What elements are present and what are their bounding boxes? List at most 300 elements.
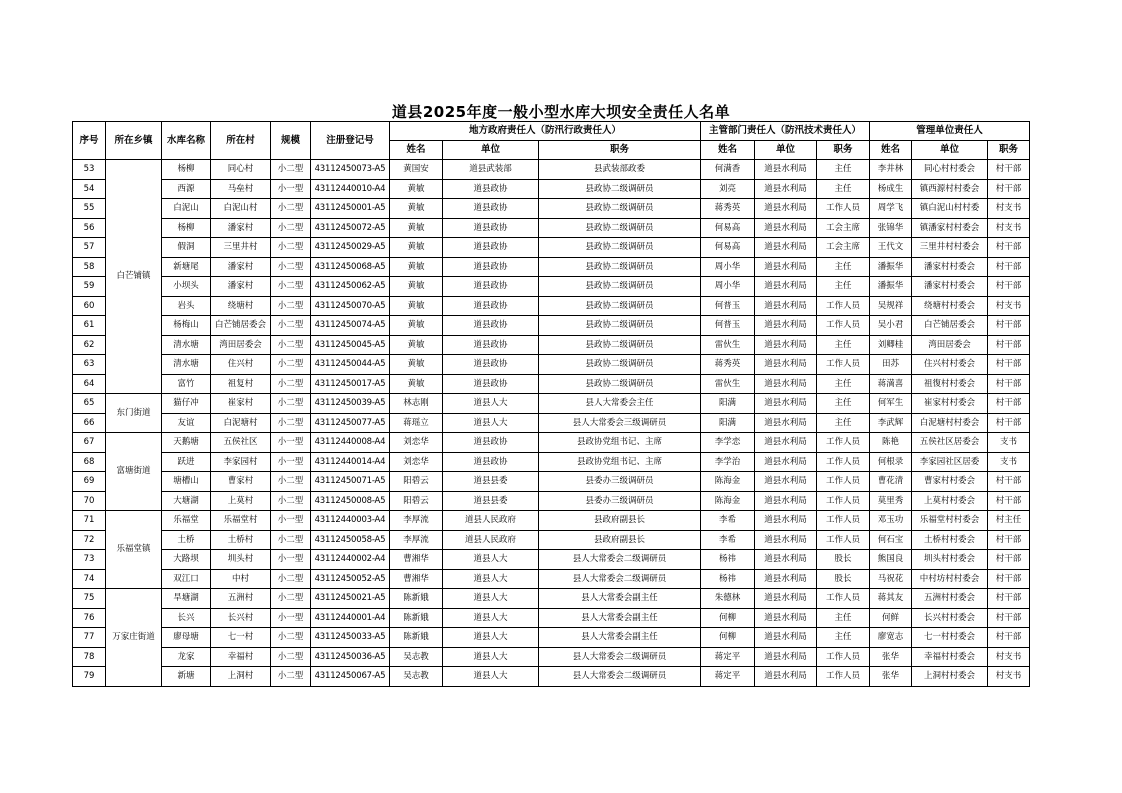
table-body <box>73 160 1030 687</box>
header-gov-group: 地方政府责任人（防汛行政责任人） <box>390 122 701 141</box>
cell-village: 乐福堂村 <box>211 511 271 531</box>
cell-village: 李家园村 <box>211 452 271 472</box>
cell-scale: 小二型 <box>271 491 311 511</box>
cell-dept-unit: 道县水利局 <box>755 238 817 258</box>
cell-mgmt-position: 村干部 <box>988 589 1030 609</box>
cell-mgmt-position: 村干部 <box>988 394 1030 414</box>
cell-mgmt-unit: 土桥村村委会 <box>912 530 988 550</box>
cell-reg-no: 43112450071-A5 <box>311 472 390 492</box>
cell-reg-no: 43112440002-A4 <box>311 550 390 570</box>
cell-mgmt-name: 蒋満喜 <box>870 374 912 394</box>
cell-scale: 小二型 <box>271 335 311 355</box>
cell-dept-unit: 道县水利局 <box>755 647 817 667</box>
cell-dept-name: 周小华 <box>701 257 755 277</box>
cell-gov-name: 吴志教 <box>390 667 443 687</box>
cell-gov-name: 曹湘华 <box>390 550 443 570</box>
cell-dept-unit: 道县水利局 <box>755 550 817 570</box>
cell-reservoir: 天鹅塘 <box>162 433 211 453</box>
cell-mgmt-unit: 中村坊村村委会 <box>912 569 988 589</box>
cell-mgmt-name: 刘卿桂 <box>870 335 912 355</box>
cell-reservoir: 杨柳 <box>162 160 211 180</box>
cell-gov-name: 黄敏 <box>390 335 443 355</box>
cell-town: 东门街道 <box>106 394 162 433</box>
cell-mgmt-name: 潘振华 <box>870 277 912 297</box>
cell-dept-name: 何柳 <box>701 608 755 628</box>
cell-dept-unit: 道县水利局 <box>755 394 817 414</box>
cell-scale: 小二型 <box>271 413 311 433</box>
cell-mgmt-name: 陈艳 <box>870 433 912 453</box>
cell-gov-position: 县委办三级调研员 <box>539 472 701 492</box>
cell-mgmt-unit: 绕塘村村委会 <box>912 296 988 316</box>
cell-reservoir: 土桥 <box>162 530 211 550</box>
cell-dept-unit: 道县水利局 <box>755 316 817 336</box>
header-gov-position: 职务 <box>539 141 701 160</box>
cell-reg-no: 43112440008-A4 <box>311 433 390 453</box>
cell-gov-unit: 道县人大 <box>443 667 539 687</box>
cell-dept-unit: 道县水利局 <box>755 199 817 219</box>
cell-gov-unit: 道县人大 <box>443 550 539 570</box>
header-mgmt-unit: 单位 <box>912 141 988 160</box>
cell-dept-unit: 道县水利局 <box>755 296 817 316</box>
cell-village: 上莫村 <box>211 491 271 511</box>
cell-mgmt-position: 村干部 <box>988 472 1030 492</box>
cell-gov-name: 黄敏 <box>390 238 443 258</box>
cell-seq: 66 <box>73 413 106 433</box>
cell-mgmt-name: 莫里秀 <box>870 491 912 511</box>
cell-reg-no: 43112450033-A5 <box>311 628 390 648</box>
cell-gov-position: 县政协党组书记、主席 <box>539 433 701 453</box>
cell-town: 富塘街道 <box>106 433 162 511</box>
cell-seq: 65 <box>73 394 106 414</box>
cell-reservoir: 大塘湖 <box>162 491 211 511</box>
table-row <box>73 589 1030 609</box>
cell-gov-position: 县政协二级调研员 <box>539 335 701 355</box>
cell-mgmt-position: 村干部 <box>988 413 1030 433</box>
cell-village: 潘家村 <box>211 277 271 297</box>
cell-mgmt-unit: 五侯社区居委会 <box>912 433 988 453</box>
cell-gov-unit: 道县人大 <box>443 647 539 667</box>
cell-seq: 75 <box>73 589 106 609</box>
cell-mgmt-name: 何鲜 <box>870 608 912 628</box>
cell-scale: 小一型 <box>271 511 311 531</box>
cell-dept-position: 主任 <box>817 608 870 628</box>
cell-village: 土桥村 <box>211 530 271 550</box>
cell-gov-position: 县人大常委会二级调研员 <box>539 569 701 589</box>
cell-mgmt-unit: 曹家村村委会 <box>912 472 988 492</box>
cell-village: 白泥塘村 <box>211 413 271 433</box>
cell-mgmt-position: 村干部 <box>988 335 1030 355</box>
cell-dept-name: 杨祎 <box>701 569 755 589</box>
cell-gov-position: 县人大常委会主任 <box>539 394 701 414</box>
cell-reg-no: 43112450036-A5 <box>311 647 390 667</box>
cell-gov-unit: 道县县委 <box>443 491 539 511</box>
header-gov-name: 姓名 <box>390 141 443 160</box>
cell-village: 湾田居委会 <box>211 335 271 355</box>
cell-dept-position: 工作人员 <box>817 491 870 511</box>
cell-mgmt-unit: 三里井村村委会 <box>912 238 988 258</box>
cell-scale: 小二型 <box>271 589 311 609</box>
cell-gov-unit: 道县政协 <box>443 277 539 297</box>
cell-reg-no: 43112450017-A5 <box>311 374 390 394</box>
cell-gov-name: 陈新娥 <box>390 608 443 628</box>
cell-mgmt-name: 王代文 <box>870 238 912 258</box>
cell-reg-no: 43112450062-A5 <box>311 277 390 297</box>
cell-reservoir: 猫仔冲 <box>162 394 211 414</box>
cell-dept-name: 蒋秀英 <box>701 199 755 219</box>
cell-mgmt-position: 村主任 <box>988 511 1030 531</box>
cell-dept-unit: 道县水利局 <box>755 413 817 433</box>
cell-scale: 小二型 <box>271 257 311 277</box>
table-row <box>73 374 1030 394</box>
cell-dept-unit: 道县水利局 <box>755 491 817 511</box>
cell-mgmt-name: 杨成生 <box>870 179 912 199</box>
cell-dept-unit: 道县水利局 <box>755 257 817 277</box>
cell-mgmt-unit: 上莫村村委会 <box>912 491 988 511</box>
cell-gov-position: 县政府副县长 <box>539 511 701 531</box>
cell-dept-position: 工会主席 <box>817 218 870 238</box>
cell-gov-name: 黄国安 <box>390 160 443 180</box>
cell-mgmt-name: 何军生 <box>870 394 912 414</box>
cell-dept-unit: 道县水利局 <box>755 511 817 531</box>
cell-dept-position: 主任 <box>817 374 870 394</box>
cell-reg-no: 43112450072-A5 <box>311 218 390 238</box>
cell-seq: 57 <box>73 238 106 258</box>
table-row <box>73 316 1030 336</box>
cell-reservoir: 西源 <box>162 179 211 199</box>
cell-mgmt-unit: 潘家村村委会 <box>912 277 988 297</box>
cell-seq: 74 <box>73 569 106 589</box>
cell-dept-name: 阳满 <box>701 413 755 433</box>
cell-gov-position: 县政协二级调研员 <box>539 199 701 219</box>
cell-village: 上洞村 <box>211 667 271 687</box>
header-dept-unit: 单位 <box>755 141 817 160</box>
cell-seq: 53 <box>73 160 106 180</box>
cell-gov-position: 县政协二级调研员 <box>539 374 701 394</box>
cell-gov-unit: 道县政协 <box>443 452 539 472</box>
cell-dept-position: 工作人员 <box>817 199 870 219</box>
cell-village: 七一村 <box>211 628 271 648</box>
cell-mgmt-position: 村干部 <box>988 374 1030 394</box>
cell-dept-name: 刘亮 <box>701 179 755 199</box>
cell-reg-no: 43112450070-A5 <box>311 296 390 316</box>
cell-reservoir: 长兴 <box>162 608 211 628</box>
cell-gov-unit: 道县人大 <box>443 413 539 433</box>
cell-mgmt-name: 李井林 <box>870 160 912 180</box>
cell-gov-name: 黄敏 <box>390 218 443 238</box>
cell-dept-position: 主任 <box>817 413 870 433</box>
cell-dept-name: 何柳 <box>701 628 755 648</box>
cell-gov-name: 刘恋华 <box>390 433 443 453</box>
cell-scale: 小二型 <box>271 569 311 589</box>
cell-dept-name: 陈海金 <box>701 472 755 492</box>
cell-reservoir: 假洞 <box>162 238 211 258</box>
header-mgmt-group: 管理单位责任人 <box>870 122 1030 141</box>
cell-gov-unit: 道县政协 <box>443 335 539 355</box>
cell-scale: 小二型 <box>271 296 311 316</box>
cell-gov-position: 县政协二级调研员 <box>539 179 701 199</box>
cell-mgmt-name: 何根录 <box>870 452 912 472</box>
cell-gov-position: 县委办三级调研员 <box>539 491 701 511</box>
cell-gov-unit: 道县政协 <box>443 433 539 453</box>
cell-seq: 73 <box>73 550 106 570</box>
cell-village: 同心村 <box>211 160 271 180</box>
cell-dept-unit: 道县水利局 <box>755 433 817 453</box>
cell-gov-unit: 道县人大 <box>443 589 539 609</box>
cell-gov-position: 县政协二级调研员 <box>539 238 701 258</box>
table-row <box>73 452 1030 472</box>
cell-scale: 小一型 <box>271 608 311 628</box>
cell-reg-no: 43112440003-A4 <box>311 511 390 531</box>
cell-dept-position: 主任 <box>817 628 870 648</box>
cell-scale: 小一型 <box>271 433 311 453</box>
cell-dept-position: 工作人员 <box>817 472 870 492</box>
cell-scale: 小一型 <box>271 550 311 570</box>
cell-reg-no: 43112450029-A5 <box>311 238 390 258</box>
cell-gov-unit: 道县人大 <box>443 394 539 414</box>
cell-reg-no: 43112450073-A5 <box>311 160 390 180</box>
cell-reservoir: 大路坝 <box>162 550 211 570</box>
cell-dept-unit: 道县水利局 <box>755 472 817 492</box>
cell-gov-unit: 道县政协 <box>443 218 539 238</box>
cell-dept-name: 朱德林 <box>701 589 755 609</box>
cell-dept-name: 何普玉 <box>701 316 755 336</box>
cell-mgmt-unit: 长兴村村委会 <box>912 608 988 628</box>
cell-mgmt-name: 吴规祥 <box>870 296 912 316</box>
cell-dept-name: 雷伙生 <box>701 335 755 355</box>
cell-seq: 62 <box>73 335 106 355</box>
cell-gov-position: 县人大常委会三级调研员 <box>539 413 701 433</box>
cell-dept-name: 杨祎 <box>701 550 755 570</box>
cell-dept-name: 蒋秀英 <box>701 355 755 375</box>
cell-reg-no: 43112450052-A5 <box>311 569 390 589</box>
cell-mgmt-name: 何石宝 <box>870 530 912 550</box>
cell-mgmt-name: 张华 <box>870 647 912 667</box>
cell-mgmt-position: 村干部 <box>988 569 1030 589</box>
cell-reg-no: 43112450067-A5 <box>311 667 390 687</box>
cell-mgmt-unit: 同心村村委会 <box>912 160 988 180</box>
cell-mgmt-name: 周学飞 <box>870 199 912 219</box>
cell-dept-position: 工作人员 <box>817 355 870 375</box>
cell-village: 圳头村 <box>211 550 271 570</box>
cell-gov-position: 县政协党组书记、主席 <box>539 452 701 472</box>
cell-gov-name: 曹湘华 <box>390 569 443 589</box>
cell-scale: 小二型 <box>271 218 311 238</box>
cell-reservoir: 杨梅山 <box>162 316 211 336</box>
cell-scale: 小二型 <box>271 355 311 375</box>
cell-gov-name: 黄敏 <box>390 277 443 297</box>
cell-dept-unit: 道县水利局 <box>755 569 817 589</box>
header-dept-name: 姓名 <box>701 141 755 160</box>
header-reservoir: 水库名称 <box>162 122 211 160</box>
cell-mgmt-position: 村干部 <box>988 628 1030 648</box>
cell-mgmt-name: 张华 <box>870 667 912 687</box>
cell-mgmt-position: 村支书 <box>988 199 1030 219</box>
cell-gov-name: 李厚流 <box>390 511 443 531</box>
header-town: 所在乡镇 <box>106 122 162 160</box>
cell-mgmt-name: 邓玉功 <box>870 511 912 531</box>
cell-seq: 59 <box>73 277 106 297</box>
cell-dept-name: 阳满 <box>701 394 755 414</box>
cell-reg-no: 43112440001-A4 <box>311 608 390 628</box>
cell-dept-unit: 道县水利局 <box>755 452 817 472</box>
cell-dept-position: 工作人员 <box>817 452 870 472</box>
cell-seq: 79 <box>73 667 106 687</box>
cell-reservoir: 清水塘 <box>162 355 211 375</box>
cell-town: 白芒铺镇 <box>106 160 162 394</box>
cell-village: 祖复村 <box>211 374 271 394</box>
cell-reservoir: 白泥山 <box>162 199 211 219</box>
table-row <box>73 433 1030 453</box>
cell-dept-unit: 道县水利局 <box>755 160 817 180</box>
cell-reg-no: 43112450008-A5 <box>311 491 390 511</box>
cell-mgmt-unit: 镇潘家村村委会 <box>912 218 988 238</box>
cell-reg-no: 43112450044-A5 <box>311 355 390 375</box>
cell-mgmt-position: 村干部 <box>988 179 1030 199</box>
header-village: 所在村 <box>211 122 271 160</box>
cell-mgmt-name: 李武辉 <box>870 413 912 433</box>
cell-seq: 60 <box>73 296 106 316</box>
cell-gov-unit: 道县政协 <box>443 374 539 394</box>
cell-dept-unit: 道县水利局 <box>755 628 817 648</box>
cell-dept-name: 李希 <box>701 530 755 550</box>
cell-dept-name: 李学治 <box>701 452 755 472</box>
cell-seq: 63 <box>73 355 106 375</box>
cell-gov-name: 吴志教 <box>390 647 443 667</box>
cell-mgmt-name: 张锦华 <box>870 218 912 238</box>
cell-dept-position: 工作人员 <box>817 511 870 531</box>
cell-dept-position: 工作人员 <box>817 433 870 453</box>
table-row <box>73 199 1030 219</box>
cell-dept-position: 主任 <box>817 277 870 297</box>
cell-dept-unit: 道县水利局 <box>755 218 817 238</box>
cell-seq: 77 <box>73 628 106 648</box>
cell-scale: 小二型 <box>271 374 311 394</box>
cell-dept-position: 工作人员 <box>817 530 870 550</box>
header-gov-unit: 单位 <box>443 141 539 160</box>
cell-dept-unit: 道县水利局 <box>755 355 817 375</box>
cell-mgmt-position: 村干部 <box>988 277 1030 297</box>
cell-seq: 61 <box>73 316 106 336</box>
cell-mgmt-unit: 李家园社区居委 <box>912 452 988 472</box>
cell-village: 白泥山村 <box>211 199 271 219</box>
cell-gov-name: 阳碧云 <box>390 472 443 492</box>
cell-mgmt-name: 曹花清 <box>870 472 912 492</box>
cell-dept-unit: 道县水利局 <box>755 335 817 355</box>
cell-mgmt-name: 熊国良 <box>870 550 912 570</box>
cell-mgmt-unit: 白泥塘村村委会 <box>912 413 988 433</box>
cell-gov-unit: 道县政协 <box>443 296 539 316</box>
header-scale: 规模 <box>271 122 311 160</box>
cell-dept-position: 股长 <box>817 569 870 589</box>
cell-gov-name: 蒋瑶立 <box>390 413 443 433</box>
cell-dept-name: 蒋定平 <box>701 667 755 687</box>
table-row <box>73 355 1030 375</box>
header-dept-position: 职务 <box>817 141 870 160</box>
cell-mgmt-position: 村支书 <box>988 667 1030 687</box>
cell-dept-name: 陈海金 <box>701 491 755 511</box>
cell-seq: 56 <box>73 218 106 238</box>
table-row <box>73 218 1030 238</box>
cell-village: 幸福村 <box>211 647 271 667</box>
cell-seq: 67 <box>73 433 106 453</box>
cell-mgmt-position: 村干部 <box>988 160 1030 180</box>
cell-dept-position: 主任 <box>817 179 870 199</box>
cell-gov-position: 县武装部政委 <box>539 160 701 180</box>
cell-seq: 68 <box>73 452 106 472</box>
cell-mgmt-position: 村支书 <box>988 296 1030 316</box>
cell-village: 五侯社区 <box>211 433 271 453</box>
cell-reg-no: 43112450074-A5 <box>311 316 390 336</box>
cell-gov-name: 刘恋华 <box>390 452 443 472</box>
cell-gov-position: 县政协二级调研员 <box>539 355 701 375</box>
cell-dept-position: 主任 <box>817 335 870 355</box>
cell-mgmt-name: 吴小君 <box>870 316 912 336</box>
cell-seq: 70 <box>73 491 106 511</box>
cell-mgmt-position: 村干部 <box>988 316 1030 336</box>
table-row <box>73 335 1030 355</box>
header-mgmt-name: 姓名 <box>870 141 912 160</box>
cell-dept-position: 主任 <box>817 160 870 180</box>
cell-reg-no: 43112450077-A5 <box>311 413 390 433</box>
table-row <box>73 530 1030 550</box>
cell-town: 万家庄街道 <box>106 589 162 687</box>
cell-village: 潘家村 <box>211 257 271 277</box>
cell-dept-unit: 道县水利局 <box>755 589 817 609</box>
cell-village: 崔家村 <box>211 394 271 414</box>
cell-gov-position: 县人大常委会二级调研员 <box>539 550 701 570</box>
cell-scale: 小二型 <box>271 238 311 258</box>
cell-gov-position: 县人大常委会二级调研员 <box>539 647 701 667</box>
cell-scale: 小二型 <box>271 472 311 492</box>
cell-seq: 54 <box>73 179 106 199</box>
cell-dept-unit: 道县水利局 <box>755 530 817 550</box>
cell-gov-unit: 道县政协 <box>443 355 539 375</box>
cell-reservoir: 双江口 <box>162 569 211 589</box>
cell-dept-name: 雷伙生 <box>701 374 755 394</box>
cell-gov-unit: 道县武装部 <box>443 160 539 180</box>
cell-gov-name: 黄敏 <box>390 355 443 375</box>
cell-seq: 78 <box>73 647 106 667</box>
cell-mgmt-name: 田苏 <box>870 355 912 375</box>
page-title: 道县2025年度一般小型水库大坝安全责任人名单 <box>391 103 731 121</box>
cell-mgmt-name: 廖宽志 <box>870 628 912 648</box>
cell-scale: 小二型 <box>271 160 311 180</box>
cell-reservoir: 新塘 <box>162 667 211 687</box>
cell-seq: 72 <box>73 530 106 550</box>
cell-reg-no: 43112450039-A5 <box>311 394 390 414</box>
cell-gov-position: 县政府副县长 <box>539 530 701 550</box>
cell-reg-no: 43112450068-A5 <box>311 257 390 277</box>
cell-reservoir: 岩头 <box>162 296 211 316</box>
cell-reservoir: 廖母塘 <box>162 628 211 648</box>
table-row <box>73 160 1030 180</box>
cell-gov-unit: 道县县委 <box>443 472 539 492</box>
cell-mgmt-name: 蒋其友 <box>870 589 912 609</box>
table-row <box>73 472 1030 492</box>
table-row <box>73 628 1030 648</box>
cell-reservoir: 清水塘 <box>162 335 211 355</box>
cell-mgmt-unit: 祖復村村委会 <box>912 374 988 394</box>
table-row <box>73 511 1030 531</box>
table-row <box>73 569 1030 589</box>
cell-mgmt-unit: 镇西源村村委会 <box>912 179 988 199</box>
table-row <box>73 179 1030 199</box>
cell-gov-name: 黄敏 <box>390 316 443 336</box>
cell-dept-position: 工作人员 <box>817 647 870 667</box>
cell-reservoir: 杨柳 <box>162 218 211 238</box>
cell-scale: 小二型 <box>271 628 311 648</box>
cell-reg-no: 43112440010-A4 <box>311 179 390 199</box>
